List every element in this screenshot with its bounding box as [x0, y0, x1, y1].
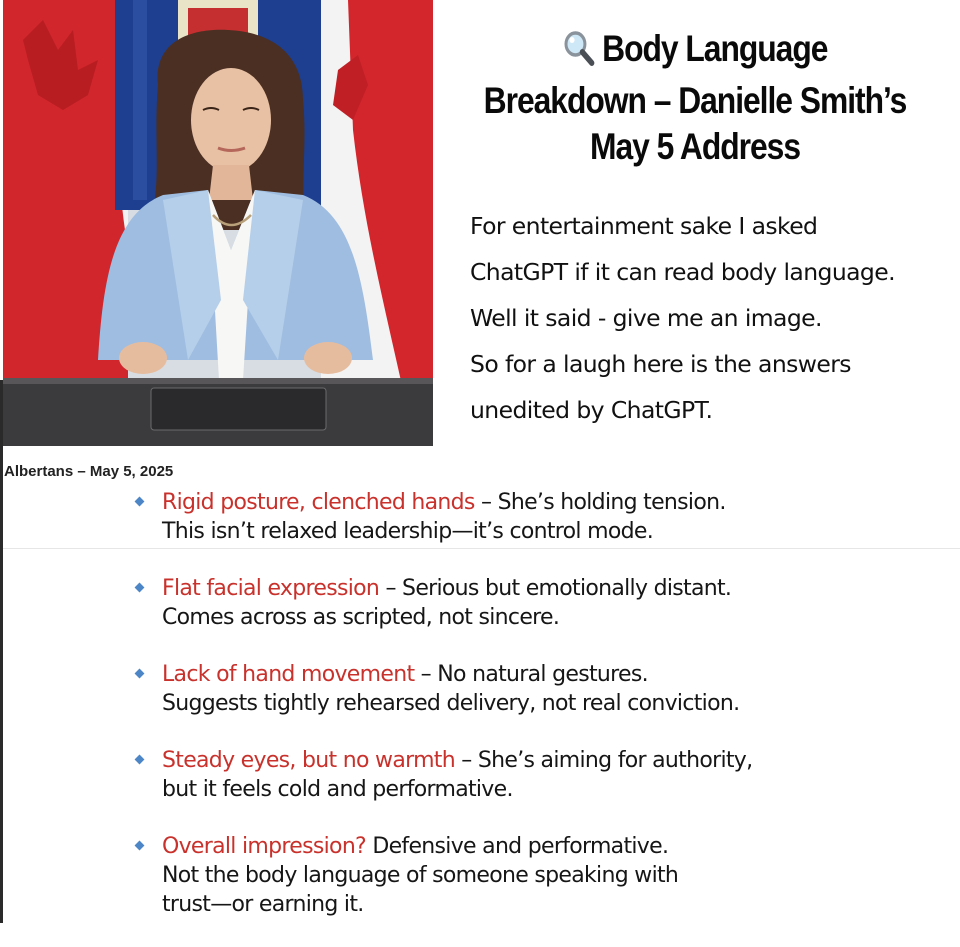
diamond-bullet-icon — [135, 583, 145, 593]
list-item — [132, 746, 952, 804]
title-text-1: Body Language — [602, 28, 828, 69]
diamond-bullet-icon — [135, 755, 145, 765]
list-item — [132, 832, 952, 919]
intro-line: ChatGPT if it can read body language. — [470, 258, 895, 286]
bullet-lead: Steady eyes, but no warmth — [162, 748, 455, 773]
diamond-bullet-icon — [135, 497, 145, 507]
bullet-rest: – Serious but emotionally distant. — [379, 576, 732, 601]
bullet-lead: Flat facial expression — [162, 576, 380, 601]
bullet-lead: Lack of hand movement — [162, 662, 415, 687]
title-line-2: Breakdown – Danielle Smith’s — [483, 80, 907, 121]
bullet-lead: Rigid posture, clenched hands — [162, 490, 475, 515]
left-border — [0, 380, 3, 923]
bullet-lead: Overall impression? — [162, 834, 367, 859]
diamond-bullet-icon — [135, 841, 145, 851]
bullet-line-2: Not the body language of someone speaking with — [162, 863, 679, 888]
bullet-line-2: This isn’t relaxed leadership—it’s control mode. — [162, 519, 653, 544]
bullet-rest: – She’s aiming for authority, — [454, 748, 753, 773]
bullet-list — [132, 488, 952, 947]
speaker-photo — [3, 0, 433, 446]
list-item — [132, 488, 952, 546]
title-line-1 — [476, 26, 915, 78]
intro-text — [470, 203, 950, 433]
intro-line: Well it said - give me an image. — [470, 304, 822, 332]
bullet-line-2: Comes across as scripted, not sincere. — [162, 605, 560, 630]
bullet-rest: – She’s holding tension. — [474, 490, 726, 515]
bullet-line-3: trust—or earning it. — [162, 892, 364, 917]
magnifier-icon — [563, 29, 596, 78]
bullet-rest: Defensive and performative. — [366, 834, 669, 859]
page-title — [476, 26, 915, 170]
photo-caption: Albertans – May 5, 2025 — [4, 463, 174, 480]
title-line-3: May 5 Address — [589, 126, 801, 167]
intro-line: So for a laugh here is the answers — [470, 350, 851, 378]
bullet-line-2: but it feels cold and performative. — [162, 777, 513, 802]
list-item — [132, 660, 952, 718]
bullet-line-2: Suggests tightly rehearsed delivery, not real conviction. — [162, 691, 740, 716]
intro-line: For entertainment sake I asked — [470, 212, 818, 240]
bullet-rest: – No natural gestures. — [414, 662, 648, 687]
intro-line: unedited by ChatGPT. — [470, 396, 713, 424]
list-item — [132, 574, 952, 632]
diamond-bullet-icon — [135, 669, 145, 679]
